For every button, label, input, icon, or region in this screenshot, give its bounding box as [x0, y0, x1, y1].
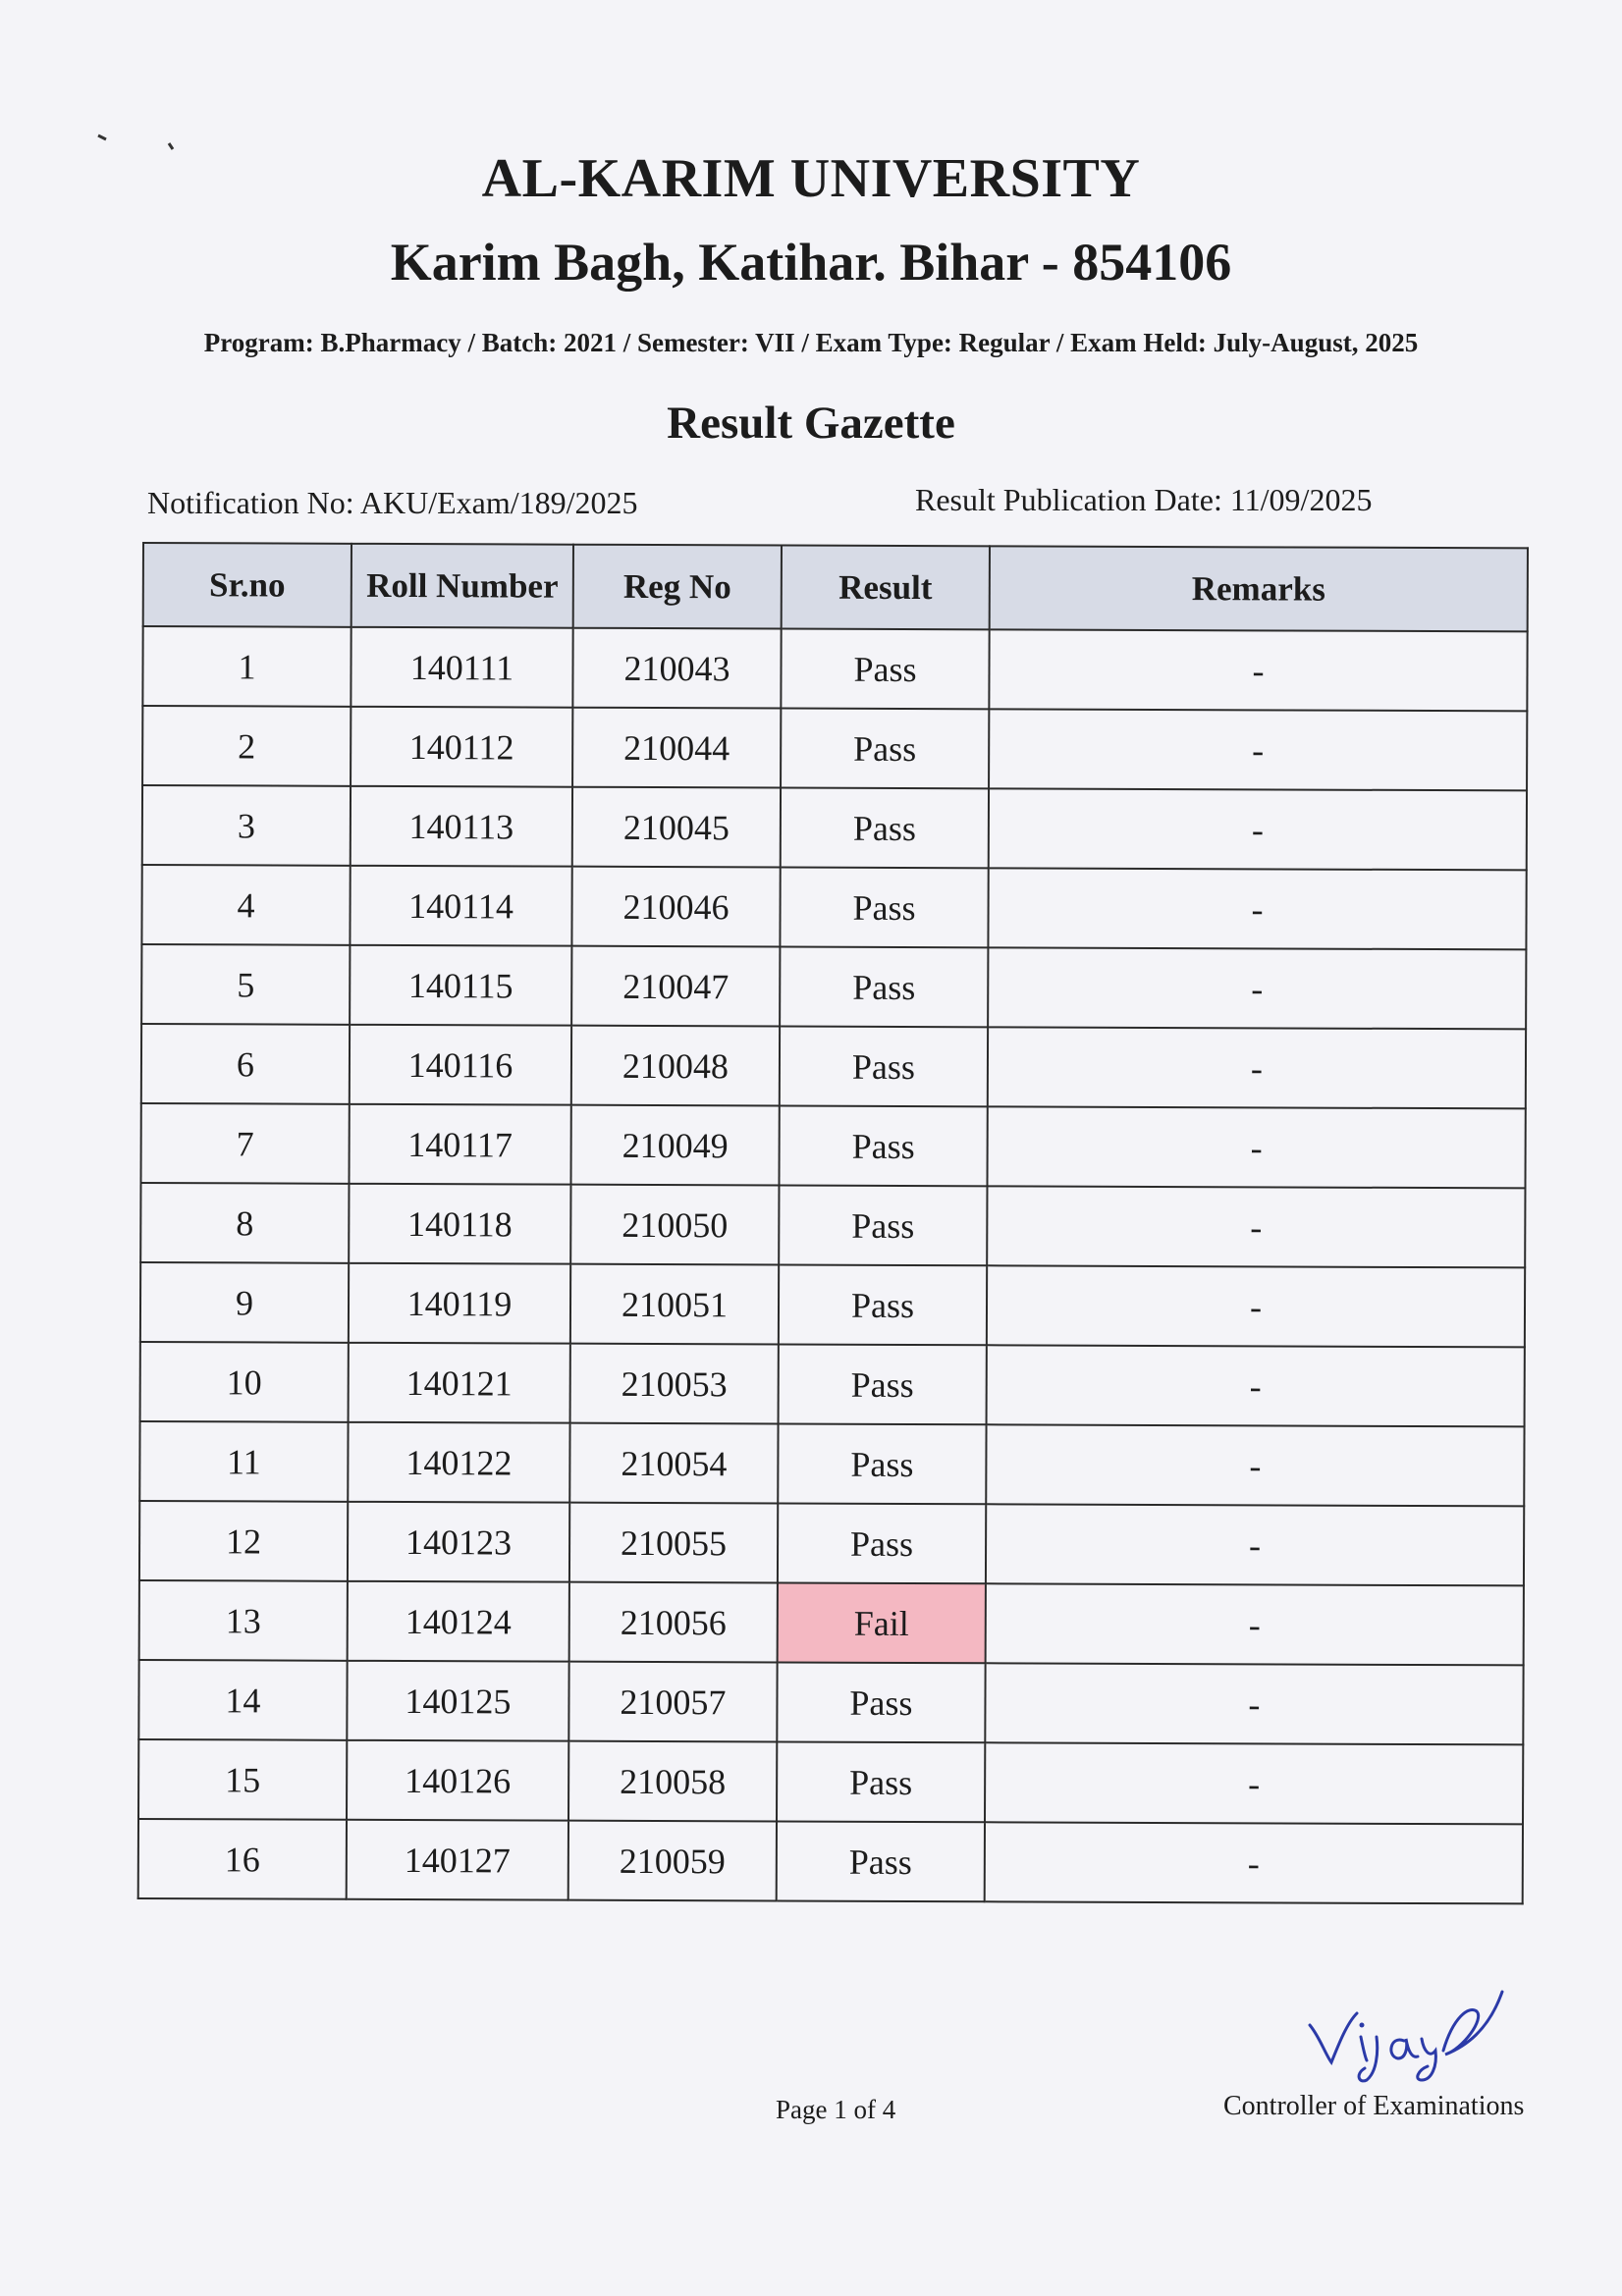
cell-remarks: -: [989, 709, 1527, 790]
cell-result: Pass: [778, 1423, 986, 1504]
cell-roll-number: 140125: [347, 1661, 568, 1741]
cell-sr-no: 4: [141, 865, 350, 945]
cell-sr-no: 11: [139, 1421, 348, 1502]
table-row: [141, 944, 1526, 1029]
cell-sr-no: 10: [140, 1342, 349, 1422]
table-header-row: [143, 543, 1528, 631]
table-row: [138, 1660, 1523, 1744]
cell-reg-no: 210048: [571, 1026, 780, 1106]
column-header-remarks: Remarks: [990, 546, 1528, 631]
cell-roll-number: 140112: [351, 707, 572, 787]
university-address: Karim Bagh, Katihar. Bihar - 854106: [390, 233, 1232, 292]
cell-result: Pass: [780, 1026, 988, 1106]
cell-remarks: -: [987, 1186, 1525, 1267]
cell-reg-no: 210053: [570, 1344, 779, 1424]
cell-sr-no: 7: [140, 1103, 349, 1184]
cell-result: Pass: [779, 1264, 987, 1345]
cell-sr-no: 8: [140, 1183, 349, 1263]
cell-roll-number: 140124: [348, 1581, 569, 1662]
cell-roll-number: 140111: [351, 627, 572, 708]
page-number: Page 1 of 4: [776, 2095, 896, 2124]
cell-roll-number: 140119: [349, 1263, 570, 1344]
cell-result: Pass: [778, 1503, 986, 1583]
column-header-roll-number: Roll Number: [351, 544, 573, 628]
cell-reg-no: 210057: [568, 1662, 777, 1742]
column-header-result: Result: [782, 545, 990, 629]
cell-sr-no: 6: [141, 1024, 350, 1104]
cell-sr-no: 13: [139, 1580, 348, 1661]
table-row: [138, 1819, 1523, 1903]
cell-result: Pass: [779, 1344, 987, 1424]
cell-result: Pass: [781, 708, 989, 788]
cell-reg-no: 210055: [569, 1503, 778, 1583]
controller-signature: [1296, 1978, 1512, 2086]
cell-roll-number: 140117: [349, 1104, 570, 1185]
cell-remarks: -: [989, 629, 1527, 711]
cell-roll-number: 140123: [348, 1502, 569, 1582]
results-table: [137, 542, 1529, 1904]
table-row: [142, 626, 1527, 711]
cell-reg-no: 210047: [571, 946, 780, 1027]
cell-reg-no: 210049: [570, 1105, 779, 1186]
program-line: Program: B.Pharmacy / Batch: 2021 / Semester: VII / Exam Type: Regular / Exam Held: July-August, 2025: [203, 328, 1419, 357]
cell-remarks: -: [986, 1583, 1524, 1665]
table-row: [140, 1262, 1525, 1347]
cell-sr-no: 3: [142, 785, 351, 866]
page-title: Result Gazette: [667, 398, 955, 449]
cell-remarks: -: [987, 1345, 1525, 1426]
cell-remarks: -: [987, 1265, 1525, 1347]
cell-result: Pass: [777, 1821, 985, 1901]
cell-remarks: -: [988, 947, 1526, 1029]
cell-result: Pass: [781, 628, 989, 709]
table-row: [141, 865, 1526, 949]
cell-result: Pass: [777, 1741, 985, 1822]
cell-remarks: -: [986, 1504, 1524, 1585]
results-table-body: [138, 626, 1528, 1903]
cell-result: Pass: [779, 1185, 987, 1265]
cell-sr-no: 14: [138, 1660, 347, 1740]
cell-remarks: -: [987, 1106, 1525, 1188]
table-row: [142, 706, 1527, 790]
cell-reg-no: 210044: [572, 708, 781, 788]
cell-sr-no: 9: [140, 1262, 349, 1343]
cell-roll-number: 140116: [350, 1025, 571, 1105]
university-name: AL-KARIM UNIVERSITY: [481, 148, 1141, 209]
cell-remarks: -: [989, 788, 1527, 870]
cell-reg-no: 210054: [569, 1423, 778, 1504]
cell-remarks: -: [985, 1663, 1523, 1744]
table-row: [142, 785, 1527, 870]
controller-title: Controller of Examinations: [1223, 2091, 1525, 2121]
cell-roll-number: 140122: [348, 1422, 569, 1503]
cell-roll-number: 140121: [349, 1343, 570, 1423]
cell-reg-no: 210043: [572, 628, 781, 709]
publication-date: Result Publication Date: 11/09/2025: [915, 482, 1373, 517]
cell-remarks: -: [985, 1822, 1523, 1903]
table-row: [140, 1342, 1525, 1426]
table-row: [141, 1024, 1526, 1108]
cell-roll-number: 140126: [347, 1740, 568, 1821]
table-row: [138, 1739, 1523, 1824]
column-header-sr-no: Sr.no: [143, 543, 351, 627]
cell-sr-no: 12: [139, 1501, 348, 1581]
cell-roll-number: 140127: [347, 1820, 568, 1900]
cell-reg-no: 210058: [568, 1741, 777, 1822]
cell-reg-no: 210045: [572, 787, 781, 868]
cell-result: Pass: [780, 946, 988, 1027]
cell-roll-number: 140114: [350, 866, 571, 946]
cell-result: Pass: [779, 1105, 987, 1186]
cell-remarks: -: [986, 1424, 1524, 1506]
cell-reg-no: 210046: [571, 867, 780, 947]
table-row: [139, 1501, 1524, 1585]
notification-number: Notification No: AKU/Exam/189/2025: [147, 485, 638, 520]
cell-sr-no: 16: [138, 1819, 347, 1899]
cell-roll-number: 140113: [351, 786, 572, 867]
cell-result: Pass: [781, 787, 989, 868]
cell-result: Pass: [780, 867, 988, 947]
cell-sr-no: 2: [142, 706, 351, 786]
cell-sr-no: 5: [141, 944, 350, 1025]
cell-result: Pass: [777, 1662, 985, 1742]
cell-roll-number: 140118: [349, 1184, 570, 1264]
column-header-reg-no: Reg No: [573, 545, 782, 629]
cell-sr-no: 1: [142, 626, 351, 707]
cell-reg-no: 210050: [570, 1185, 779, 1265]
cell-reg-no: 210059: [568, 1821, 777, 1901]
cell-roll-number: 140115: [350, 945, 571, 1026]
table-row: [140, 1183, 1525, 1267]
cell-result: Fail: [778, 1582, 986, 1663]
cell-reg-no: 210056: [569, 1582, 778, 1663]
cell-reg-no: 210051: [570, 1264, 779, 1345]
table-row: [140, 1103, 1525, 1188]
table-row: [139, 1421, 1524, 1506]
table-row: [139, 1580, 1524, 1665]
cell-remarks: -: [985, 1742, 1523, 1824]
cell-sr-no: 15: [138, 1739, 347, 1820]
cell-remarks: -: [988, 868, 1526, 949]
cell-remarks: -: [988, 1027, 1526, 1108]
